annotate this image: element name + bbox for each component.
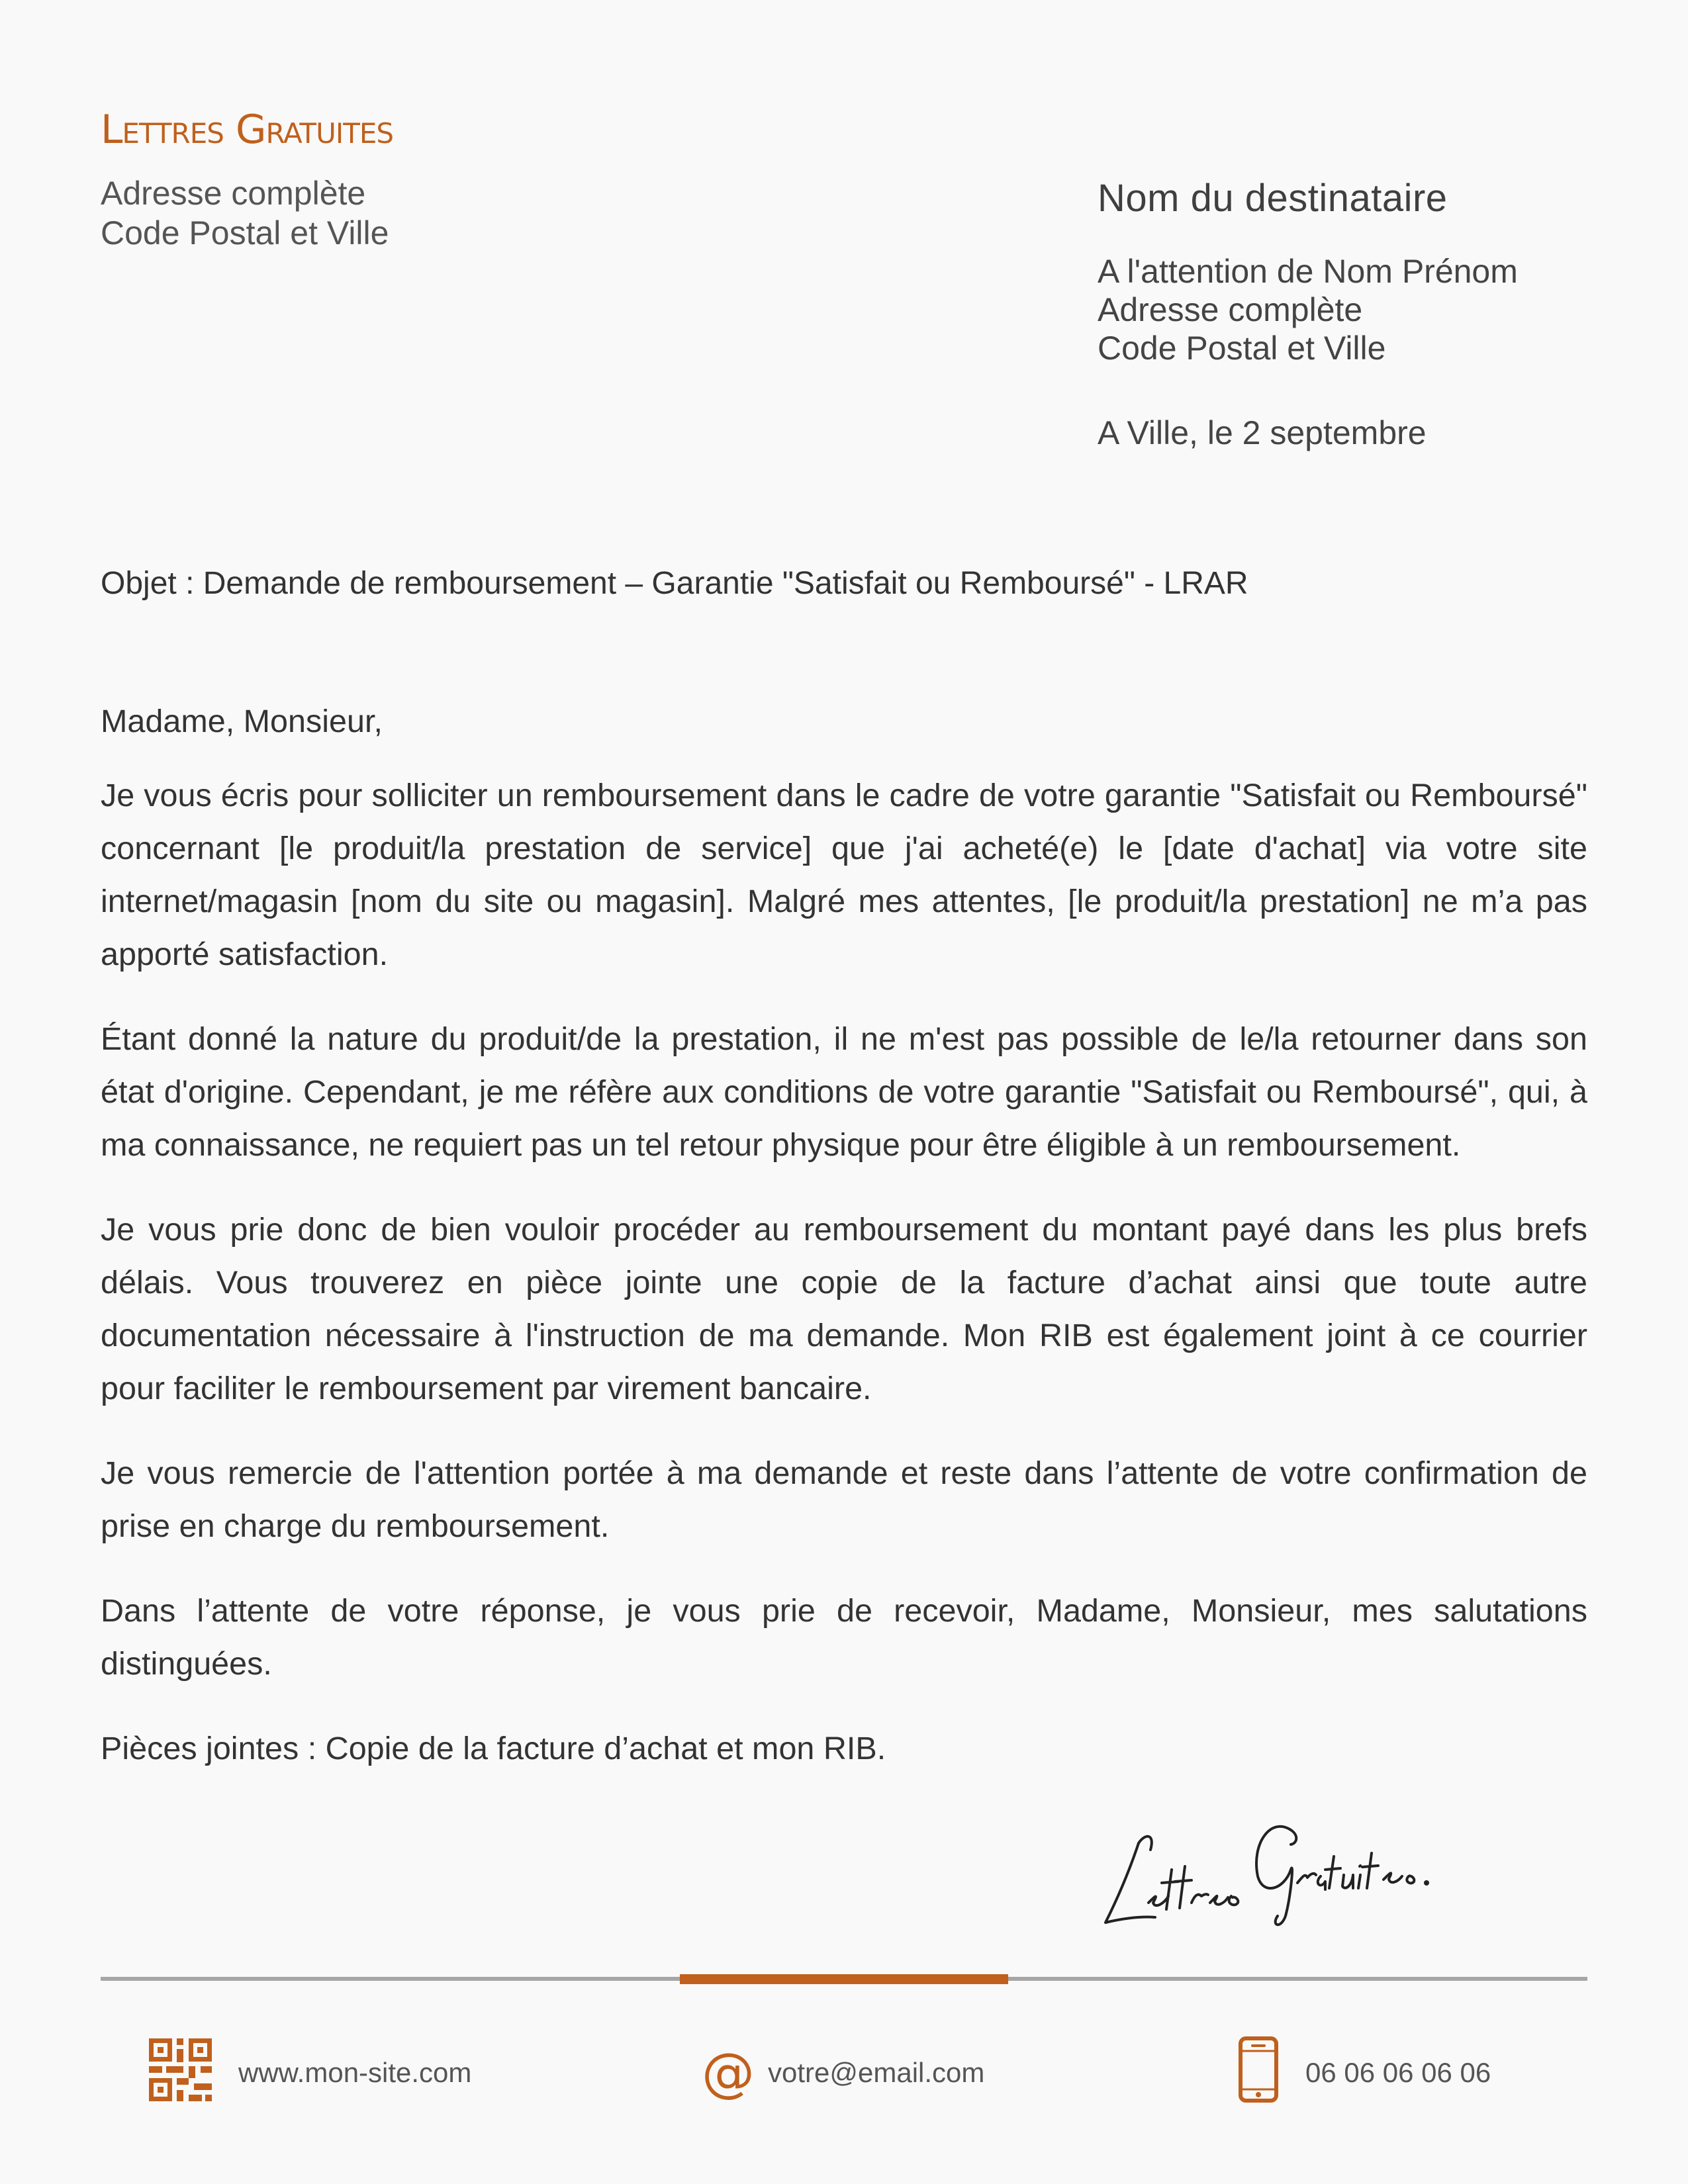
letter-date: A Ville, le 2 septembre — [1098, 414, 1427, 451]
footer-website — [149, 2040, 471, 2106]
sender-address — [101, 173, 389, 253]
brand-title: Lettres Gratuites — [101, 107, 394, 153]
footer-phone — [1238, 2040, 1491, 2106]
handwritten-signature — [1092, 1803, 1450, 1936]
at-sign-icon: @ — [702, 2042, 755, 2103]
body-paragraph: Je vous prie donc de bien vouloir procéder au remboursement du montant payé dans les plus brefs délais. Vous trouverez en pièce jointe une copie de la facture d’achat ainsi que toute autre documentation nécessaire à l'instruction de ma demande. Mon RIB est également joint à ce courrier pour faciliter le remboursement par virement bancaire. — [101, 1212, 1587, 1406]
body-paragraph: Je vous remercie de l'attention portée à ma demande et reste dans l’attente de votre confirmation de prise en charge du remboursement. — [101, 1455, 1587, 1544]
attachments-line: Pièces jointes : Copie de la facture d’achat et mon RIB. — [101, 1731, 886, 1766]
website-text[interactable]: www.mon-site.com — [238, 2057, 472, 2088]
recipient-attention-line: A l'attention de Nom Prénom — [1098, 253, 1518, 290]
letter-subject: Objet : Demande de remboursement – Garantie "Satisfait ou Remboursé" - LRAR — [101, 566, 1248, 601]
recipient-name: Nom du destinataire — [1098, 177, 1448, 220]
phone-text[interactable]: 06 06 06 06 06 — [1305, 2057, 1491, 2088]
body-paragraph: Je vous écris pour solliciter un remboursement dans le cadre de votre garantie "Satisfait ou Remboursé" concernant [le produit/la prestation de service] que j'ai acheté(e) le [date d'achat] via votre site internet/magasin [nom du site ou magasin]. Malgré mes attentes, [le produit/la prestation] ne m’a pas apporté satisfaction. — [101, 778, 1587, 972]
footer-email — [702, 2040, 984, 2106]
salutation: Madame, Monsieur, — [101, 704, 383, 739]
email-text[interactable]: votre@email.com — [768, 2057, 985, 2088]
closing-paragraph: Dans l’attente de votre réponse, je vous prie de recevoir, Madame, Monsieur, mes salutations distinguées. — [101, 1593, 1587, 1682]
recipient-address-line: Adresse complète — [1098, 291, 1363, 328]
body-paragraph: Étant donné la nature du produit/de la prestation, il ne m'est pas possible de le/la retourner dans son état d'origine. Cependant, je me réfère aux conditions de votre garantie "Satisfait ou Remboursé", qui, à ma connaissance, ne requiert pas un tel retour physique pour être éligible à un remboursement. — [101, 1021, 1587, 1163]
qr-code-icon — [149, 2038, 212, 2108]
footer-divider-accent — [680, 1974, 1008, 1984]
sender-city-line: Code Postal et Ville — [101, 214, 389, 251]
recipient-address — [1098, 252, 1518, 367]
sender-address-line: Adresse complète — [101, 175, 366, 212]
letter-body — [101, 695, 1587, 1807]
recipient-block — [1098, 175, 1518, 452]
recipient-city-line: Code Postal et Ville — [1098, 330, 1386, 367]
smartphone-icon — [1238, 2036, 1279, 2109]
